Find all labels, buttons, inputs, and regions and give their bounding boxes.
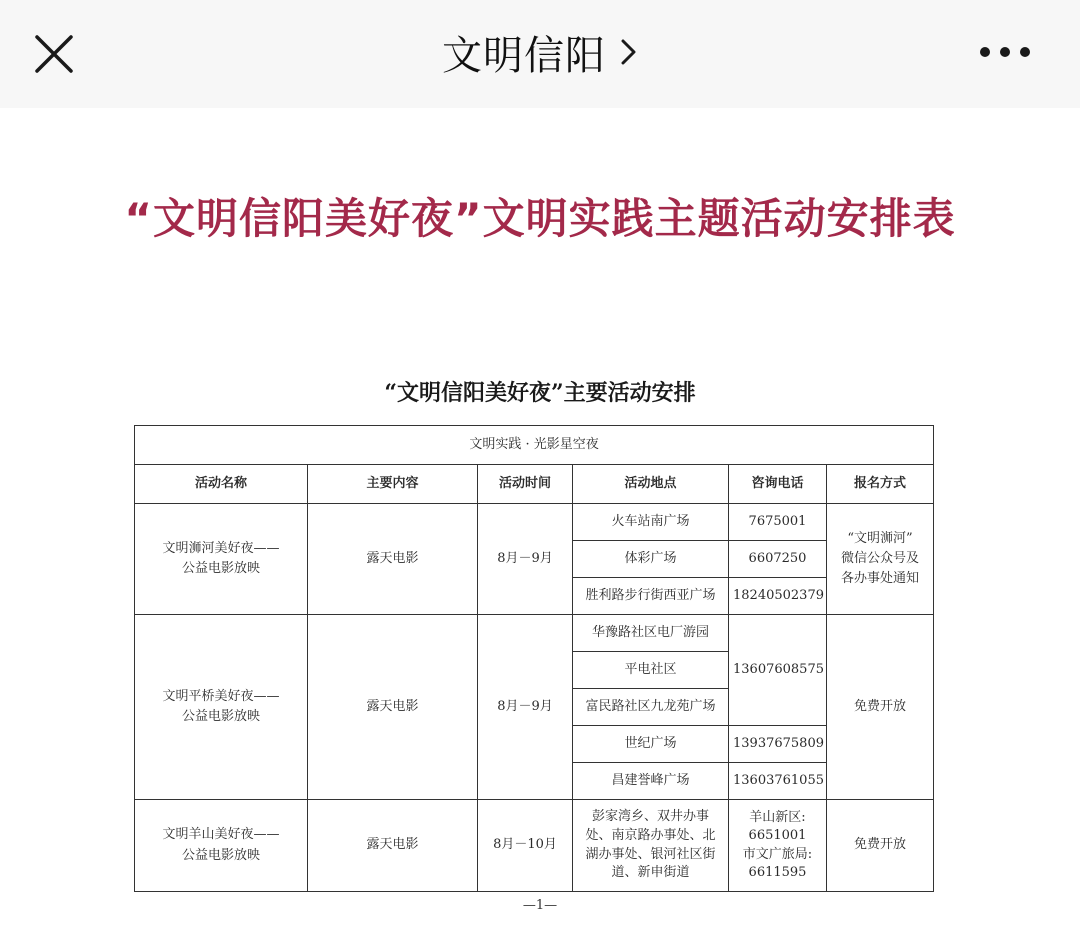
article-headline: “文明信阳美好夜”文明实践主题活动安排表 (124, 194, 956, 243)
activity-time: 8月－10月 (478, 800, 573, 892)
contact-phone: 羊山新区: 6651001 市文广旅局: 6611595 (729, 800, 827, 892)
activity-location: 世纪广场 (573, 726, 729, 763)
column-header: 咨询电话 (729, 465, 827, 504)
contact-phone: 13603761055 (729, 763, 827, 800)
activity-content: 露天电影 (308, 504, 478, 615)
more-options-button[interactable] (972, 30, 1038, 74)
schedule-table (134, 425, 934, 892)
table-row (135, 615, 934, 652)
activity-name: 文明浉河美好夜—— 公益电影放映 (135, 504, 308, 615)
activity-location: 平电社区 (573, 652, 729, 689)
table-section-heading: 文明实践 · 光影星空夜 (135, 426, 934, 465)
activity-location: 彭家湾乡、双井办事 处、南京路办事处、北 湖办事处、银河社区街 道、新申街道 (573, 800, 729, 892)
activity-location: 昌建誉峰广场 (573, 763, 729, 800)
page-number: —1— (522, 898, 558, 913)
column-header: 活动时间 (478, 465, 573, 504)
contact-phone: 7675001 (729, 504, 827, 541)
column-header: 活动地点 (573, 465, 729, 504)
activity-content: 露天电影 (308, 800, 478, 892)
activity-content: 露天电影 (308, 615, 478, 800)
activity-time: 8月－9月 (478, 504, 573, 615)
activity-location: 火车站南广场 (573, 504, 729, 541)
signup-method: 免费开放 (827, 800, 934, 892)
activity-location: 富民路社区九龙苑广场 (573, 689, 729, 726)
contact-phone: 13937675809 (729, 726, 827, 763)
table-row (135, 800, 934, 892)
signup-method: 免费开放 (827, 615, 934, 800)
column-header: 主要内容 (308, 465, 478, 504)
signup-method: “文明浉河” 微信公众号及 各办事处通知 (827, 504, 934, 615)
contact-phone: 18240502379 (729, 578, 827, 615)
chevron-right-icon (620, 37, 638, 67)
activity-time: 8月－9月 (478, 615, 573, 800)
activity-location: 华豫路社区电厂游园 (573, 615, 729, 652)
table-header-row (135, 465, 934, 504)
more-horizontal-icon (972, 30, 1038, 74)
document-title: “文明信阳美好夜”主要活动安排 (384, 380, 696, 406)
activity-location: 体彩广场 (573, 541, 729, 578)
activity-name: 文明羊山美好夜—— 公益电影放映 (135, 800, 308, 892)
activity-name: 文明平桥美好夜—— 公益电影放映 (135, 615, 308, 800)
activity-location: 胜利路步行街西亚广场 (573, 578, 729, 615)
account-name-link[interactable] (0, 22, 1080, 82)
contact-phone: 6607250 (729, 541, 827, 578)
column-header: 活动名称 (135, 465, 308, 504)
contact-phone: 13607608575 (729, 615, 827, 726)
account-name: 文明信阳 (442, 32, 606, 79)
column-header: 报名方式 (827, 465, 934, 504)
table-row (135, 504, 934, 541)
top-navbar (0, 0, 1080, 108)
